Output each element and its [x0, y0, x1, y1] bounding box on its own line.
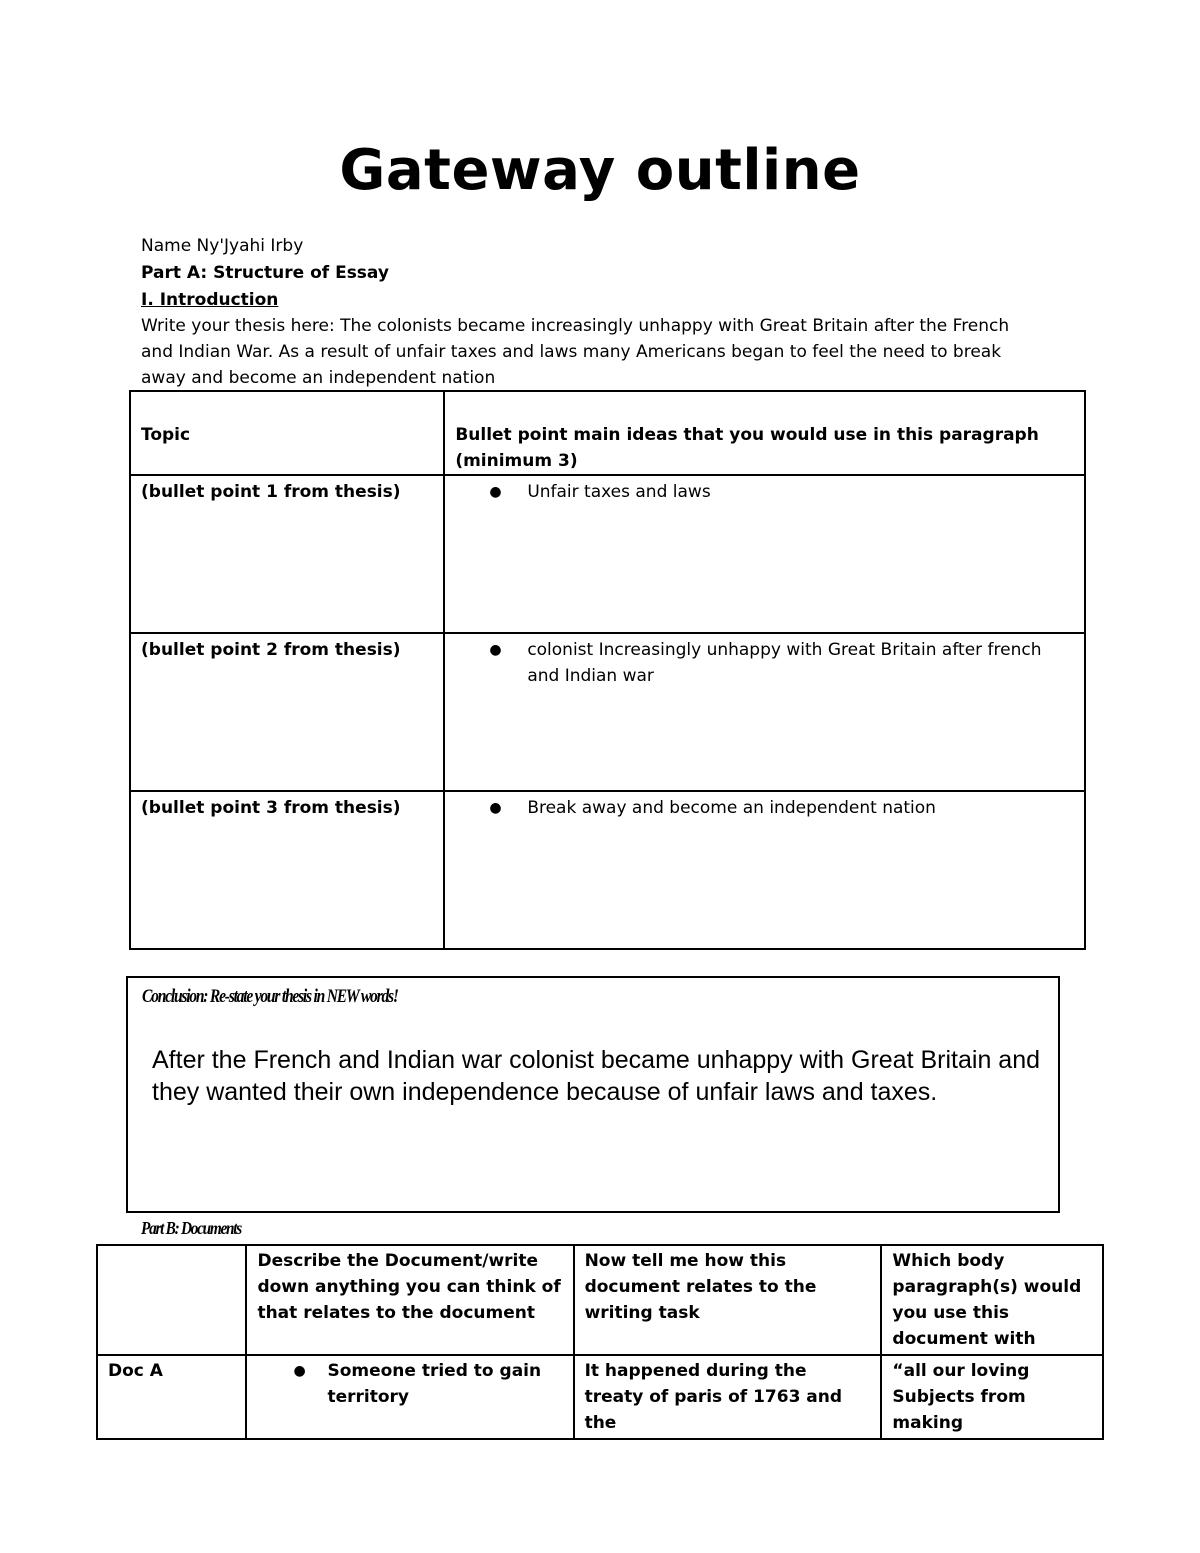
- describe-cell: [246, 1355, 573, 1439]
- conclusion-box: [126, 976, 1060, 1213]
- document-title: Gateway outline: [339, 138, 861, 203]
- paragraph-cell: “all our loving Subjects from making: [881, 1355, 1103, 1439]
- header-topic: Topic: [130, 391, 444, 475]
- idea-cell: [444, 791, 1085, 949]
- bullet-item: ● colonist Increasingly unhappy with Great Britain after french and Indian war: [455, 637, 1074, 689]
- table-row: [130, 633, 1085, 791]
- idea-cell: [444, 475, 1085, 633]
- doc-label-cell: Doc A: [97, 1355, 246, 1439]
- bullet-item: ● Break away and become an independent nation: [455, 795, 1074, 821]
- intro-heading: I. Introduction: [141, 290, 279, 310]
- header-relates: Now tell me how this document relates to the writing task: [574, 1245, 882, 1355]
- header-ideas: Bullet point main ideas that you would use in this paragraph (minimum 3): [444, 391, 1085, 475]
- table-row: [130, 791, 1085, 949]
- idea-cell: [444, 633, 1085, 791]
- bullet-item: ● Someone tried to gain territory: [257, 1358, 562, 1410]
- table-row: [130, 475, 1085, 633]
- relates-cell: It happened during the treaty of paris of 1763 and the: [574, 1355, 882, 1439]
- topic-cell: (bullet point 2 from thesis): [130, 633, 444, 791]
- part-a-heading: Part A: Structure of Essay: [141, 263, 389, 283]
- documents-table: [96, 1244, 1104, 1440]
- part-b-heading: Part B: Documents: [141, 1218, 241, 1238]
- topic-cell: (bullet point 1 from thesis): [130, 475, 444, 633]
- thesis-text: Write your thesis here: The colonists became increasingly unhappy with Great Britain after the French and Indian War. As a result of unfair taxes and laws many Americans began to feel the need to break away and become an independent nation: [141, 316, 1010, 388]
- header-paragraph: Which body paragraph(s) would you use this document with: [881, 1245, 1103, 1355]
- header-describe: Describe the Document/write down anything you can think of that relates to the document: [246, 1245, 573, 1355]
- conclusion-label: Conclusion: Re-state your thesis in NEW words!: [142, 986, 398, 1007]
- documents-table-header: [97, 1245, 1103, 1355]
- topic-table-header: [130, 391, 1085, 475]
- header-blank: [97, 1245, 246, 1355]
- topic-table: [129, 390, 1086, 950]
- conclusion-text: After the French and Indian war colonist became unhappy with Great Britain and they wanted their own independence because of unfair laws and taxes.: [152, 1046, 1041, 1106]
- table-row: [97, 1355, 1103, 1439]
- topic-cell: (bullet point 3 from thesis): [130, 791, 444, 949]
- bullet-item: ● Unfair taxes and laws: [455, 479, 1074, 505]
- name-line: Name Ny'Jyahi Irby: [141, 236, 304, 256]
